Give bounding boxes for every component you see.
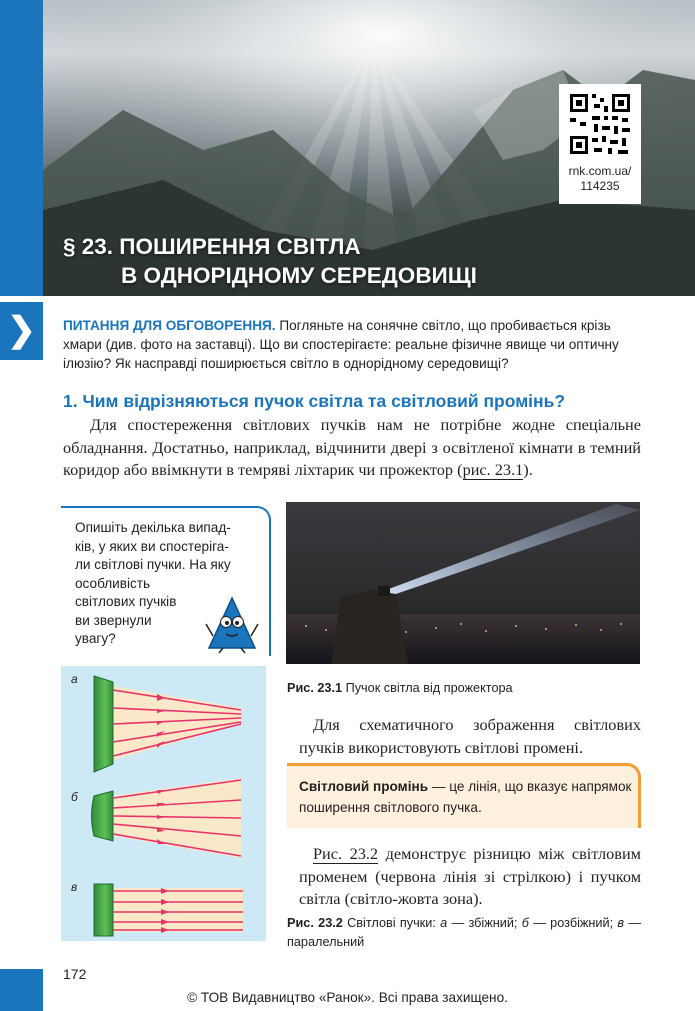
- question-box: [61, 506, 271, 656]
- label-c: в: [71, 880, 78, 894]
- definition-text: [299, 776, 635, 818]
- section-heading: 1. Чим відрізняються пучок світла та світловий промінь?: [63, 391, 566, 411]
- page-title: [63, 232, 477, 290]
- caption-text: Пучок світла від прожектора: [342, 681, 513, 695]
- spotlight-photo: [286, 502, 640, 664]
- paragraph-3-text: демонструє різницю між світловим променем (червона лінія зі стрілкою) і пучком світла (світло-жовта зона).: [299, 844, 641, 909]
- question-line: особливість: [75, 575, 151, 591]
- paragraph-2: Для схематичного зображення світлових пучків використовують світлові промені.: [299, 715, 641, 757]
- question-line: ли світлові пучки. На яку: [75, 557, 231, 572]
- caption-b-text: — розбіжний;: [528, 916, 618, 930]
- question-line: ків, у яких ви спостеріга-: [75, 538, 229, 554]
- label-a: а: [71, 672, 78, 686]
- spotlight-illustration: [286, 502, 640, 664]
- caption-label: Рис. 23.1: [287, 681, 343, 695]
- caption-b: б: [521, 916, 529, 930]
- paragraph-1: [63, 414, 641, 482]
- title-line2: В ОДНОРІДНОМУ СЕРЕДОВИЩІ: [121, 263, 477, 288]
- definition-term: Світловий промінь: [299, 779, 429, 794]
- light-beams-figure: [61, 666, 266, 941]
- copyright-notice: © ТОВ Видавництво «Ранок». Всі права захищено.: [187, 990, 508, 1005]
- side-color-bar: [0, 0, 43, 296]
- figure-link-23-2[interactable]: Рис. 23.2: [313, 844, 379, 863]
- question-line: Опишіть декілька випад-: [75, 520, 231, 535]
- discussion-question: [63, 316, 645, 373]
- light-beams-diagram: [61, 666, 266, 941]
- paragraph-3: [299, 843, 641, 911]
- next-section-tab[interactable]: [0, 302, 43, 360]
- definition-body: — це лінія, що вказує напрямок поширення світлового пучка.: [299, 779, 632, 815]
- triangle-mascot-icon: [205, 594, 259, 654]
- figure-link-23-1[interactable]: рис. 23.1: [462, 460, 524, 480]
- question-line: ви звернули: [75, 612, 152, 628]
- question-line: світлових пучків: [75, 594, 177, 609]
- qr-code-icon: [568, 92, 632, 156]
- caption-a-text: — збіжний;: [447, 916, 522, 930]
- caption-a: а: [440, 916, 448, 930]
- chevron-right-icon: ❯: [7, 311, 36, 349]
- caption-text: Світлові пучки:: [342, 916, 441, 930]
- discussion-lead: ПИТАННЯ ДЛЯ ОБГОВОРЕННЯ.: [63, 318, 276, 333]
- paragraph-1-end: ).: [523, 460, 533, 480]
- label-b: б: [71, 790, 78, 804]
- caption-label: Рис. 23.2: [287, 916, 343, 930]
- paragraph-1-text: Для спостереження світлових пучків нам не потрібне жодне спеціальне обладнання. Достатньо, наприклад, відчинити двері з освітленої кімнати в темний коридор або ввімкнути в темряві ліхтарик чи прожектор (: [63, 415, 641, 480]
- qr-url-line2: 114235: [580, 179, 620, 193]
- definition-box: [287, 763, 641, 828]
- qr-url-line1: rnk.com.ua/: [568, 164, 632, 178]
- figure-caption-23-1: [287, 681, 513, 695]
- page-number: 172: [63, 966, 87, 982]
- qr-code-block[interactable]: [559, 84, 641, 204]
- header-photo: [43, 0, 695, 296]
- discussion-text: Погляньте на сонячне світло, що пробивається крізь хмари (див. фото на заставці). Що ви спостерігаєте: реальне фізичне явище чи оптичну ілюзію? Як насправді поширюється світло в однорідному середовищі?: [63, 318, 619, 371]
- caption-c-text: — паралельний: [287, 916, 642, 949]
- figure-caption-23-2: [287, 914, 641, 952]
- title-line1: § 23. ПОШИРЕННЯ СВІТЛА: [63, 234, 361, 259]
- question-line: увагу?: [75, 631, 116, 646]
- qr-link-text: [559, 164, 641, 194]
- caption-c: в: [617, 916, 625, 930]
